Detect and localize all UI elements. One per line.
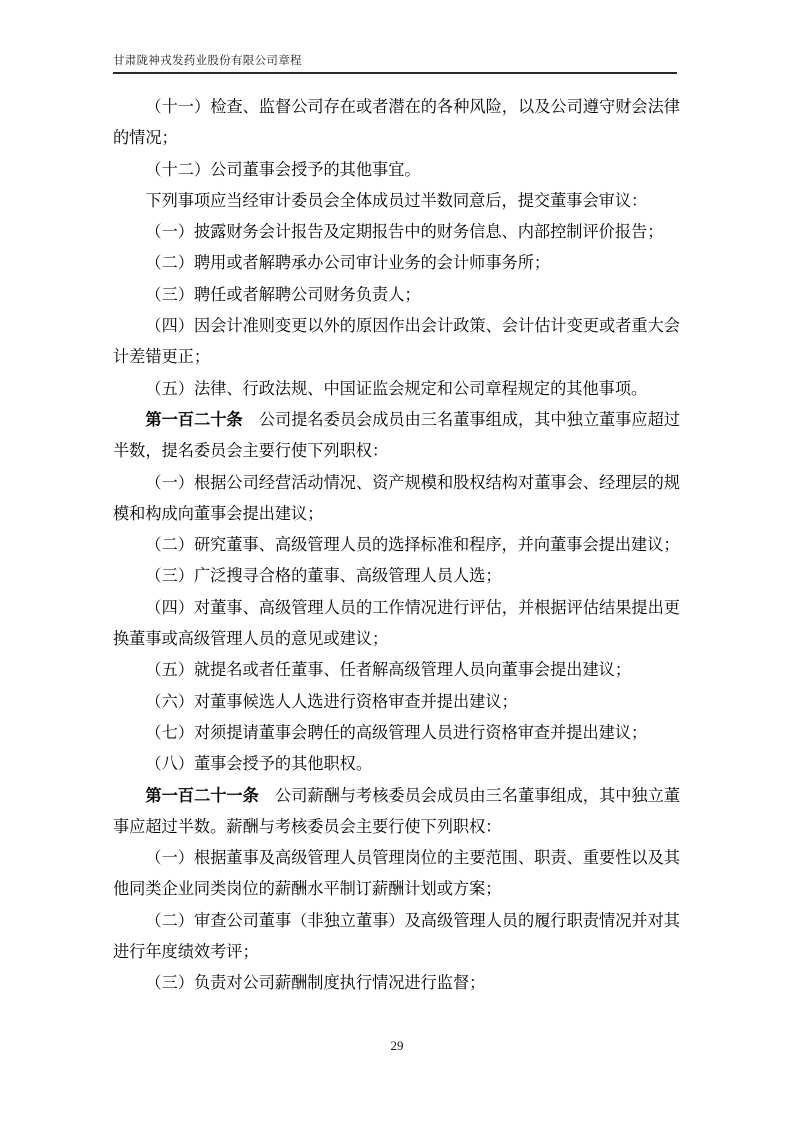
paragraph bbox=[113, 468, 680, 531]
page-footer bbox=[0, 1038, 794, 1054]
paragraph bbox=[113, 374, 680, 405]
paragraph-text: （十二）公司董事会授予的其他事宜。 bbox=[145, 160, 421, 179]
paragraph bbox=[113, 655, 680, 686]
page-number: 29 bbox=[390, 1038, 404, 1053]
paragraph-text: （三）广泛搜寻合格的董事、高级管理人员人选； bbox=[145, 567, 502, 586]
paragraph-text: 公司薪酬与考核委员会成员由三名董事组成，其中独立董事应超过半数。薪酬与考核委员会主要行使下列职权： bbox=[113, 786, 681, 836]
article-paragraph bbox=[113, 405, 680, 468]
paragraph-text: 下列事项应当经审计委员会全体成员过半数同意后，提交董事会审议： bbox=[145, 191, 648, 210]
paragraph bbox=[113, 906, 680, 969]
paragraph-text: （三）聘任或者解聘公司财务负责人； bbox=[145, 285, 421, 304]
paragraph-text: （二）审查公司董事（非独立董事）及高级管理人员的履行职责情况并对其进行年度绩效考评； bbox=[113, 911, 680, 962]
article-paragraph bbox=[113, 781, 680, 844]
paragraph bbox=[113, 687, 680, 718]
paragraph-text: （二）研究董事、高级管理人员的选择标准和程序，并向董事会提出建议； bbox=[145, 536, 680, 555]
paragraph bbox=[113, 217, 680, 248]
paragraph bbox=[113, 593, 680, 656]
paragraph bbox=[113, 186, 680, 217]
paragraph-text: （十一）检查、监督公司存在或者潜在的各种风险，以及公司遵守财会法律的情况； bbox=[113, 98, 680, 148]
paragraph bbox=[113, 718, 680, 749]
paragraph bbox=[113, 843, 680, 906]
header-title: 甘肃陇神戎发药业股份有限公司章程 bbox=[113, 55, 302, 67]
paragraph-text: （三）负责对公司薪酬制度执行情况进行监督； bbox=[145, 974, 486, 993]
paragraph-text: （八）董事会授予的其他职权。 bbox=[145, 755, 373, 774]
paragraph-text: （一）根据公司经营活动情况、资产规模和股权结构对董事会、经理层的规模和构成向董事会提出建议； bbox=[113, 473, 680, 523]
paragraph bbox=[113, 280, 680, 311]
paragraph-text: 公司提名委员会成员由三名董事组成，其中独立董事应超过半数，提名委员会主要行使下列职权： bbox=[113, 410, 681, 461]
paragraph-text: （七）对须提请董事会聘任的高级管理人员进行资格审查并提出建议； bbox=[145, 723, 648, 742]
article-number: 第一百二十一条 bbox=[145, 786, 259, 805]
paragraph bbox=[113, 92, 680, 155]
paragraph bbox=[113, 530, 680, 561]
paragraph-text: （一）披露财务会计报告及定期报告中的财务信息、内部控制评价报告； bbox=[145, 223, 664, 242]
paragraph-text: （五）法律、行政法规、中国证监会规定和公司章程规定的其他事项。 bbox=[145, 379, 648, 398]
paragraph bbox=[113, 749, 680, 780]
paragraph bbox=[113, 968, 680, 999]
paragraph bbox=[113, 311, 680, 374]
document-body bbox=[113, 92, 680, 1000]
page-header bbox=[113, 54, 677, 74]
paragraph bbox=[113, 248, 680, 279]
paragraph bbox=[113, 561, 680, 592]
article-number: 第一百二十条 bbox=[145, 410, 243, 429]
paragraph-text: （五）就提名或者任董事、任者解高级管理人员向董事会提出建议； bbox=[145, 661, 632, 680]
paragraph-text: （二）聘用或者解聘承办公司审计业务的会计师事务所； bbox=[145, 254, 551, 273]
paragraph bbox=[113, 155, 680, 186]
paragraph-text: （四）对董事、高级管理人员的工作情况进行评估，并根据评估结果提出更换董事或高级管理人员的意见或建议； bbox=[113, 598, 680, 649]
paragraph-text: （一）根据董事及高级管理人员管理岗位的主要范围、职责、重要性以及其他同类企业同类岗位的薪酬水平制订薪酬计划或方案； bbox=[113, 849, 680, 899]
paragraph-text: （四）因会计准则变更以外的原因作出会计政策、会计估计变更或者重大会计差错更正； bbox=[113, 317, 680, 367]
paragraph-text: （六）对董事候选人人选进行资格审查并提出建议； bbox=[145, 692, 518, 711]
